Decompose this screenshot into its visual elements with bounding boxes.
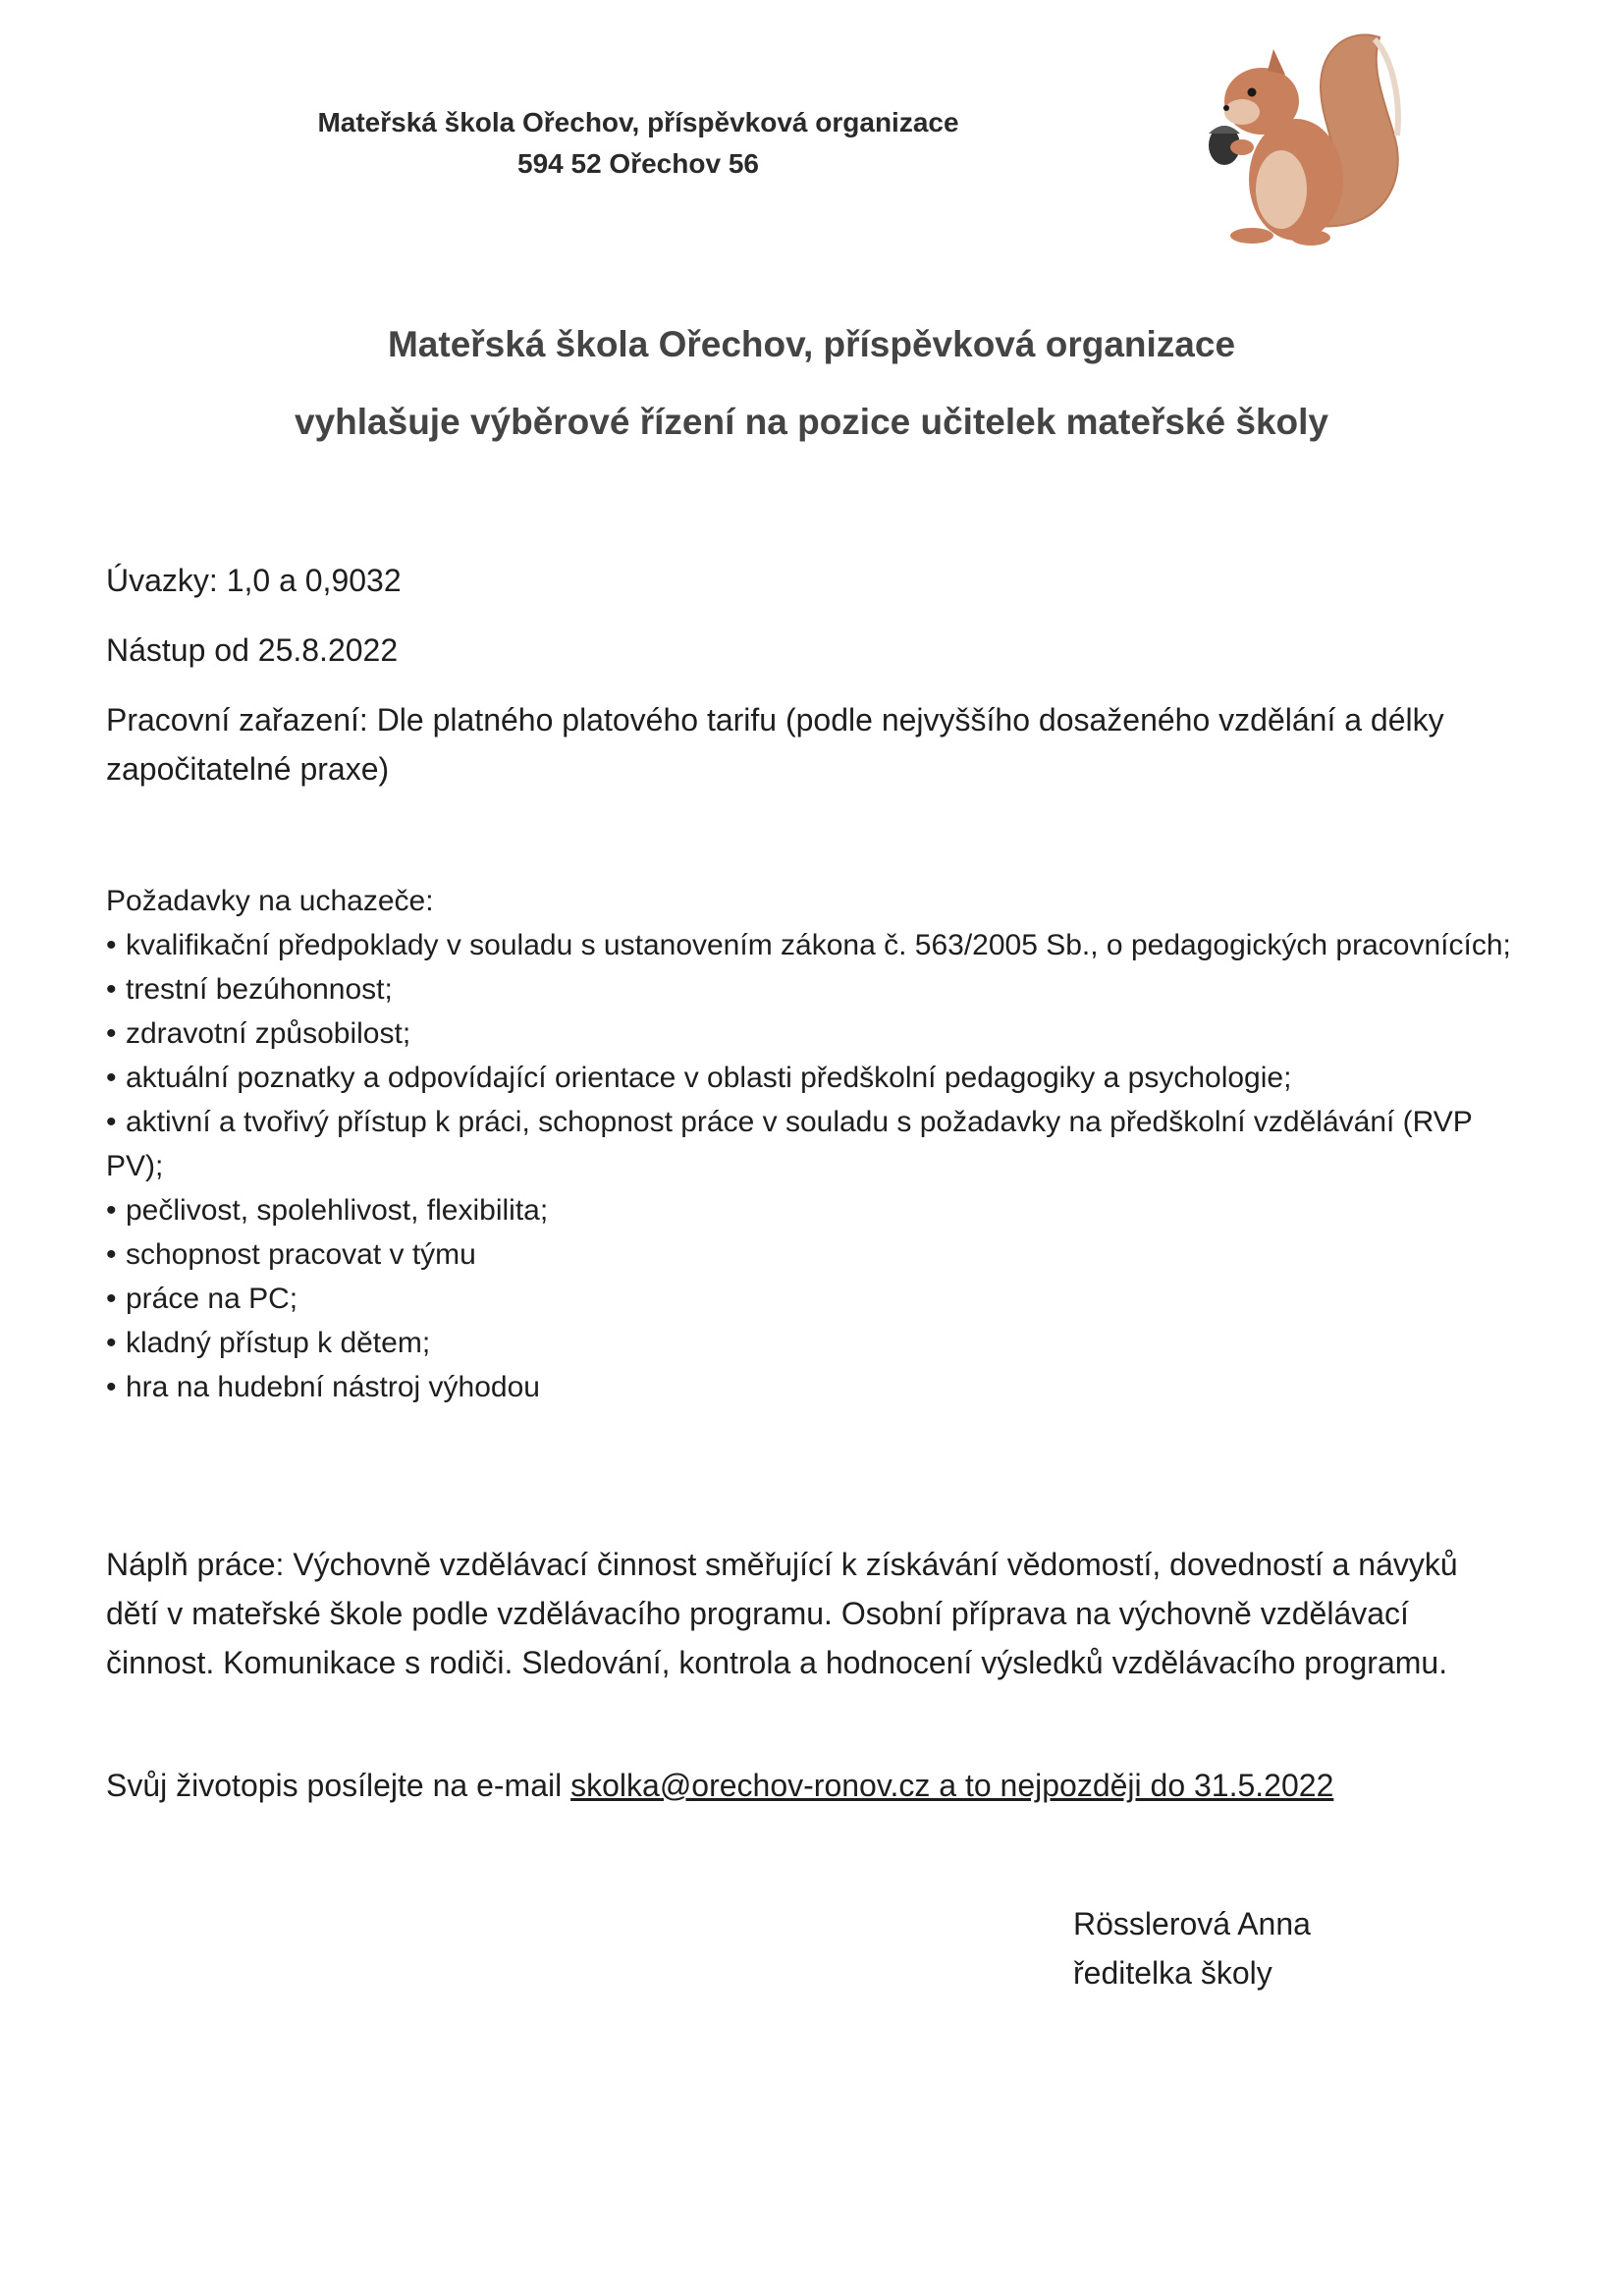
bullet: • [106, 1327, 117, 1359]
signature-role: ředitelka školy [1073, 1955, 1272, 1991]
job-description: Náplň práce: Výchovně vzdělávací činnost směřující k získávání vědomostí, dovedností a návyků dětí v mateřské škole podle vzdělávacího programu. Osobní příprava na výchovně vzdělávací činnost. Komunikace s rodiči. Sledování, kontrola a hodnocení výsledků vzdělávacího programu. [106, 1547, 1458, 1680]
requirement-item: • práce na PC; [106, 1277, 1520, 1321]
bullet: • [106, 1062, 117, 1094]
letterhead [236, 102, 1041, 185]
requirement-item: • aktivní a tvořivý přístup k práci, schopnost práce v souladu s požadavky na předškolní vzdělávání (RVP PV); [106, 1100, 1520, 1188]
requirements-heading: Požadavky na uchazeče: [106, 885, 434, 917]
squirrel-icon [1183, 27, 1409, 258]
requirements-section [106, 879, 1520, 1409]
bullet: • [106, 929, 117, 961]
bullet: • [106, 1283, 117, 1315]
requirement-item: • trestní bezúhonnost; [106, 967, 1520, 1011]
bullet: • [106, 1194, 117, 1227]
contact-line [106, 1763, 1333, 1808]
signature-block [1073, 1899, 1311, 1997]
requirement-item: • aktuální poznatky a odpovídající orientace v oblasti předškolní pedagogiky a psychologie; [106, 1056, 1520, 1100]
requirements-list [106, 923, 1520, 1409]
signature-name: Rösslerová Anna [1073, 1906, 1311, 1941]
letterhead-address: 594 52 Ořechov 56 [517, 148, 759, 179]
workload-line: Úvazky: 1,0 a 0,9032 [106, 563, 402, 598]
job-classification: Pracovní zařazení: Dle platného platového tarifu (podle nejvyššího dosaženého vzdělání a délky započitatelné praxe) [106, 702, 1444, 787]
title-line-1: Mateřská škola Ořechov, příspěvková organizace [387, 324, 1236, 364]
start-date-line: Nástup od 25.8.2022 [106, 632, 399, 668]
requirement-item: • kvalifikační předpoklady v souladu s ustanovením zákona č. 563/2005 Sb., o pedagogických pracovnících; [106, 923, 1520, 967]
bullet: • [106, 1017, 117, 1050]
contact-prefix: Svůj životopis posílejte na e-mail [106, 1768, 571, 1803]
title-line-2: vyhlašuje výběrové řízení na pozice učitelek mateřské školy [295, 402, 1328, 442]
bullet: • [106, 1371, 117, 1403]
bullet: • [106, 1238, 117, 1271]
requirement-item: • pečlivost, spolehlivost, flexibilita; [106, 1188, 1520, 1232]
bullet: • [106, 1106, 117, 1138]
requirement-item: • schopnost pracovat v týmu [106, 1232, 1520, 1277]
requirement-item: • zdravotní způsobilost; [106, 1011, 1520, 1056]
letterhead-org-name: Mateřská škola Ořechov, příspěvková organizace [317, 107, 959, 137]
bullet: • [106, 973, 117, 1006]
email-link[interactable]: skolka@orechov-ronov.cz a to nejpozději do 31.5.2022 [570, 1768, 1334, 1803]
requirement-item: • hra na hudební nástroj výhodou [106, 1365, 1520, 1409]
requirement-item: • kladný přístup k dětem; [106, 1321, 1520, 1365]
